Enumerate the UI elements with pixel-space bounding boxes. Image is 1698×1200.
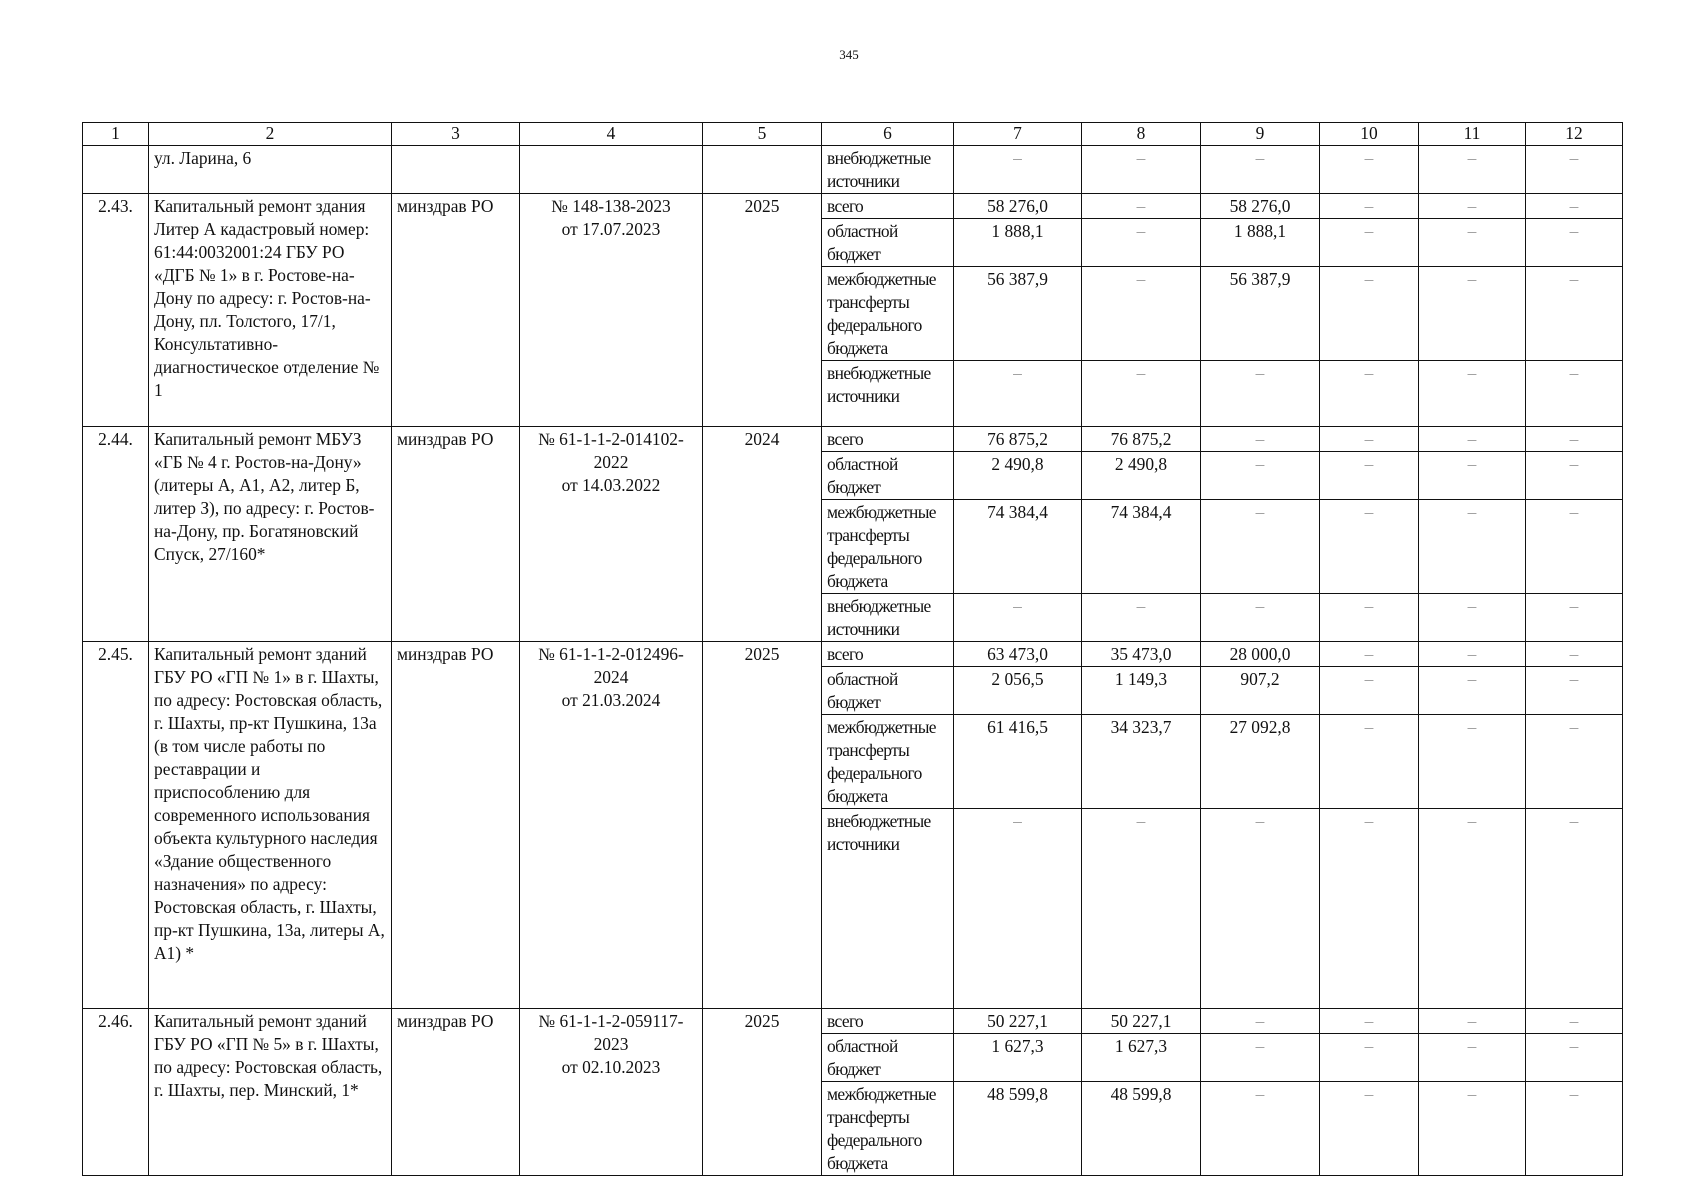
value-cell: – xyxy=(1320,146,1419,194)
value-cell: – xyxy=(1526,427,1623,452)
value-cell: – xyxy=(1526,146,1623,194)
header-cell: 2 xyxy=(149,123,392,146)
value-cell: – xyxy=(1320,500,1419,594)
value-cell: – xyxy=(1201,146,1320,194)
item-name-cell: Капитальный ремонт зданий ГБУ РО «ГП № 5» в г. Шахты, по адресу: Ростовская область, г. Шахты, пер. Минский, 1* xyxy=(149,1009,392,1176)
value-cell: – xyxy=(1320,1082,1419,1176)
value-cell: 35 473,0 xyxy=(1082,642,1201,667)
item-number-cell xyxy=(83,146,149,194)
value-cell: 48 599,8 xyxy=(954,1082,1082,1176)
document-number: № 61-1-1-2-014102-2022 xyxy=(538,429,684,472)
value-cell: 907,2 xyxy=(1201,667,1320,715)
value-cell: – xyxy=(1320,427,1419,452)
value-cell: – xyxy=(1320,267,1419,361)
item-number-cell: 2.45. xyxy=(83,642,149,1009)
value-cell: 56 387,9 xyxy=(954,267,1082,361)
value-cell: – xyxy=(1526,715,1623,809)
value-cell: – xyxy=(1526,667,1623,715)
funding-category-cell: внебюджетные источники xyxy=(822,594,954,642)
document-date: от 17.07.2023 xyxy=(561,219,661,239)
value-cell: – xyxy=(1082,194,1201,219)
budget-table xyxy=(82,122,1623,1176)
funding-category-cell: всего xyxy=(822,642,954,667)
value-cell: 56 387,9 xyxy=(1201,267,1320,361)
value-cell: – xyxy=(1082,146,1201,194)
value-cell: – xyxy=(954,809,1082,1009)
value-cell: – xyxy=(1082,219,1201,267)
funding-category-cell: внебюджетные источники xyxy=(822,146,954,194)
item-number-cell: 2.46. xyxy=(83,1009,149,1176)
value-cell: – xyxy=(954,146,1082,194)
year-cell: 2025 xyxy=(703,194,822,427)
funding-category-cell: всего xyxy=(822,194,954,219)
document-number: № 148-138-2023 xyxy=(551,196,671,216)
value-cell: – xyxy=(1320,361,1419,427)
value-cell: – xyxy=(1320,194,1419,219)
value-cell: 74 384,4 xyxy=(1082,500,1201,594)
value-cell: 2 490,8 xyxy=(1082,452,1201,500)
document-cell xyxy=(520,1009,703,1176)
header-row xyxy=(83,123,1623,146)
value-cell: 1 888,1 xyxy=(1201,219,1320,267)
item-number-cell: 2.43. xyxy=(83,194,149,427)
value-cell: 76 875,2 xyxy=(954,427,1082,452)
value-cell: – xyxy=(1526,1009,1623,1034)
value-cell: – xyxy=(1201,452,1320,500)
value-cell: – xyxy=(1419,594,1526,642)
header-cell: 9 xyxy=(1201,123,1320,146)
value-cell: – xyxy=(1419,146,1526,194)
value-cell: – xyxy=(1201,1082,1320,1176)
agency-cell: минздрав РО xyxy=(392,1009,520,1176)
carryover-row xyxy=(83,146,1623,194)
value-cell: – xyxy=(1320,809,1419,1009)
value-cell: – xyxy=(1526,809,1623,1009)
agency-cell: минздрав РО xyxy=(392,642,520,1009)
value-cell: – xyxy=(1526,361,1623,427)
header-cell: 6 xyxy=(822,123,954,146)
value-cell: – xyxy=(1526,452,1623,500)
value-cell: 27 092,8 xyxy=(1201,715,1320,809)
funding-category-cell: внебюджетные источники xyxy=(822,361,954,427)
value-cell: – xyxy=(1320,1034,1419,1082)
value-cell: – xyxy=(1082,594,1201,642)
value-cell: – xyxy=(1419,427,1526,452)
value-cell: – xyxy=(1320,452,1419,500)
header-cell: 12 xyxy=(1526,123,1623,146)
item-name-cell: Капитальный ремонт зданий ГБУ РО «ГП № 1» в г. Шахты, по адресу: Ростовская область, г. Шахты, пр-кт Пушкина, 13а (в том числе работы по реставрации и приспособлению для современного использования объекта культурного наследия «Здание общественного назначения» по адресу: Ростовская область, г. Шахты, пр-кт Пушкина, 13а, литеры А, А1) * xyxy=(149,642,392,1009)
funding-category-cell: областной бюджет xyxy=(822,452,954,500)
value-cell: – xyxy=(1419,361,1526,427)
value-cell: 1 627,3 xyxy=(1082,1034,1201,1082)
document-number: № 61-1-1-2-012496-2024 xyxy=(538,644,684,687)
value-cell: – xyxy=(1526,219,1623,267)
year-cell: 2025 xyxy=(703,1009,822,1176)
value-cell: – xyxy=(1419,194,1526,219)
value-cell: – xyxy=(1201,500,1320,594)
header-cell: 1 xyxy=(83,123,149,146)
funding-category-cell: межбюджетные трансферты федерального бюджета xyxy=(822,267,954,361)
funding-category-cell: межбюджетные трансферты федерального бюджета xyxy=(822,1082,954,1176)
table-row xyxy=(83,1009,1623,1034)
header-cell: 4 xyxy=(520,123,703,146)
agency-cell xyxy=(392,146,520,194)
agency-cell: минздрав РО xyxy=(392,194,520,427)
value-cell: – xyxy=(1526,642,1623,667)
value-cell: – xyxy=(1082,267,1201,361)
value-cell: – xyxy=(954,361,1082,427)
document-number: № 61-1-1-2-059117-2023 xyxy=(538,1011,684,1054)
funding-category-cell: всего xyxy=(822,1009,954,1034)
value-cell: – xyxy=(1419,1009,1526,1034)
funding-category-cell: областной бюджет xyxy=(822,1034,954,1082)
value-cell: 28 000,0 xyxy=(1201,642,1320,667)
value-cell: 1 888,1 xyxy=(954,219,1082,267)
value-cell: – xyxy=(1419,500,1526,594)
document-cell xyxy=(520,427,703,642)
value-cell: 74 384,4 xyxy=(954,500,1082,594)
value-cell: – xyxy=(954,594,1082,642)
document-cell xyxy=(520,642,703,1009)
value-cell: – xyxy=(1526,500,1623,594)
item-name-cell: ул. Ларина, 6 xyxy=(149,146,392,194)
value-cell: – xyxy=(1320,219,1419,267)
document-cell xyxy=(520,194,703,427)
value-cell: – xyxy=(1419,715,1526,809)
value-cell: – xyxy=(1201,427,1320,452)
value-cell: – xyxy=(1320,715,1419,809)
value-cell: 58 276,0 xyxy=(1201,194,1320,219)
value-cell: 1 627,3 xyxy=(954,1034,1082,1082)
document-date: от 02.10.2023 xyxy=(561,1057,661,1077)
value-cell: – xyxy=(1320,642,1419,667)
value-cell: 50 227,1 xyxy=(1082,1009,1201,1034)
value-cell: 48 599,8 xyxy=(1082,1082,1201,1176)
value-cell: – xyxy=(1419,452,1526,500)
value-cell: – xyxy=(1419,267,1526,361)
value-cell: – xyxy=(1526,1082,1623,1176)
value-cell: – xyxy=(1419,667,1526,715)
value-cell: – xyxy=(1082,361,1201,427)
value-cell: – xyxy=(1419,1034,1526,1082)
header-cell: 11 xyxy=(1419,123,1526,146)
value-cell: – xyxy=(1419,642,1526,667)
header-cell: 7 xyxy=(954,123,1082,146)
item-name-cell: Капитальный ремонт МБУЗ «ГБ № 4 г. Ростов-на-Дону» (литеры А, А1, А2, литер Б, литер З), по адресу: г. Ростов-на-Дону, пр. Богатяновский Спуск, 27/160* xyxy=(149,427,392,642)
item-name-cell: Капитальный ремонт здания Литер А кадастровый номер: 61:44:0032001:24 ГБУ РО «ДГБ № 1» в г. Ростове-на-Дону по адресу: г. Ростов-на-Дону, пл. Толстого, 17/1, Консультативно-диагностическое отделение № 1 xyxy=(149,194,392,427)
value-cell: – xyxy=(1526,194,1623,219)
funding-category-cell: межбюджетные трансферты федерального бюджета xyxy=(822,715,954,809)
value-cell: – xyxy=(1320,594,1419,642)
value-cell: – xyxy=(1320,667,1419,715)
value-cell: – xyxy=(1419,1082,1526,1176)
document-cell xyxy=(520,146,703,194)
value-cell: – xyxy=(1526,267,1623,361)
header-cell: 3 xyxy=(392,123,520,146)
year-cell: 2025 xyxy=(703,642,822,1009)
year-cell: 2024 xyxy=(703,427,822,642)
header-cell: 8 xyxy=(1082,123,1201,146)
funding-category-cell: межбюджетные трансферты федерального бюджета xyxy=(822,500,954,594)
value-cell: 34 323,7 xyxy=(1082,715,1201,809)
value-cell: – xyxy=(1419,809,1526,1009)
funding-category-cell: всего xyxy=(822,427,954,452)
value-cell: – xyxy=(1201,1009,1320,1034)
value-cell: – xyxy=(1526,594,1623,642)
value-cell: 58 276,0 xyxy=(954,194,1082,219)
table-row xyxy=(83,642,1623,667)
table-row xyxy=(83,194,1623,219)
value-cell: 76 875,2 xyxy=(1082,427,1201,452)
document-date: от 14.03.2022 xyxy=(561,475,661,495)
agency-cell: минздрав РО xyxy=(392,427,520,642)
value-cell: 2 056,5 xyxy=(954,667,1082,715)
value-cell: 63 473,0 xyxy=(954,642,1082,667)
item-number-cell: 2.44. xyxy=(83,427,149,642)
value-cell: – xyxy=(1526,1034,1623,1082)
document-date: от 21.03.2024 xyxy=(561,690,661,710)
value-cell: – xyxy=(1082,809,1201,1009)
value-cell: – xyxy=(1320,1009,1419,1034)
value-cell: – xyxy=(1201,809,1320,1009)
header-cell: 5 xyxy=(703,123,822,146)
value-cell: – xyxy=(1201,1034,1320,1082)
value-cell: 50 227,1 xyxy=(954,1009,1082,1034)
funding-category-cell: внебюджетные источники xyxy=(822,809,954,1009)
value-cell: 61 416,5 xyxy=(954,715,1082,809)
value-cell: – xyxy=(1419,219,1526,267)
value-cell: – xyxy=(1201,361,1320,427)
page-number: 345 xyxy=(839,47,859,62)
header-cell: 10 xyxy=(1320,123,1419,146)
table-row xyxy=(83,427,1623,452)
value-cell: – xyxy=(1201,594,1320,642)
funding-category-cell: областной бюджет xyxy=(822,219,954,267)
year-cell xyxy=(703,146,822,194)
value-cell: 1 149,3 xyxy=(1082,667,1201,715)
value-cell: 2 490,8 xyxy=(954,452,1082,500)
funding-category-cell: областной бюджет xyxy=(822,667,954,715)
